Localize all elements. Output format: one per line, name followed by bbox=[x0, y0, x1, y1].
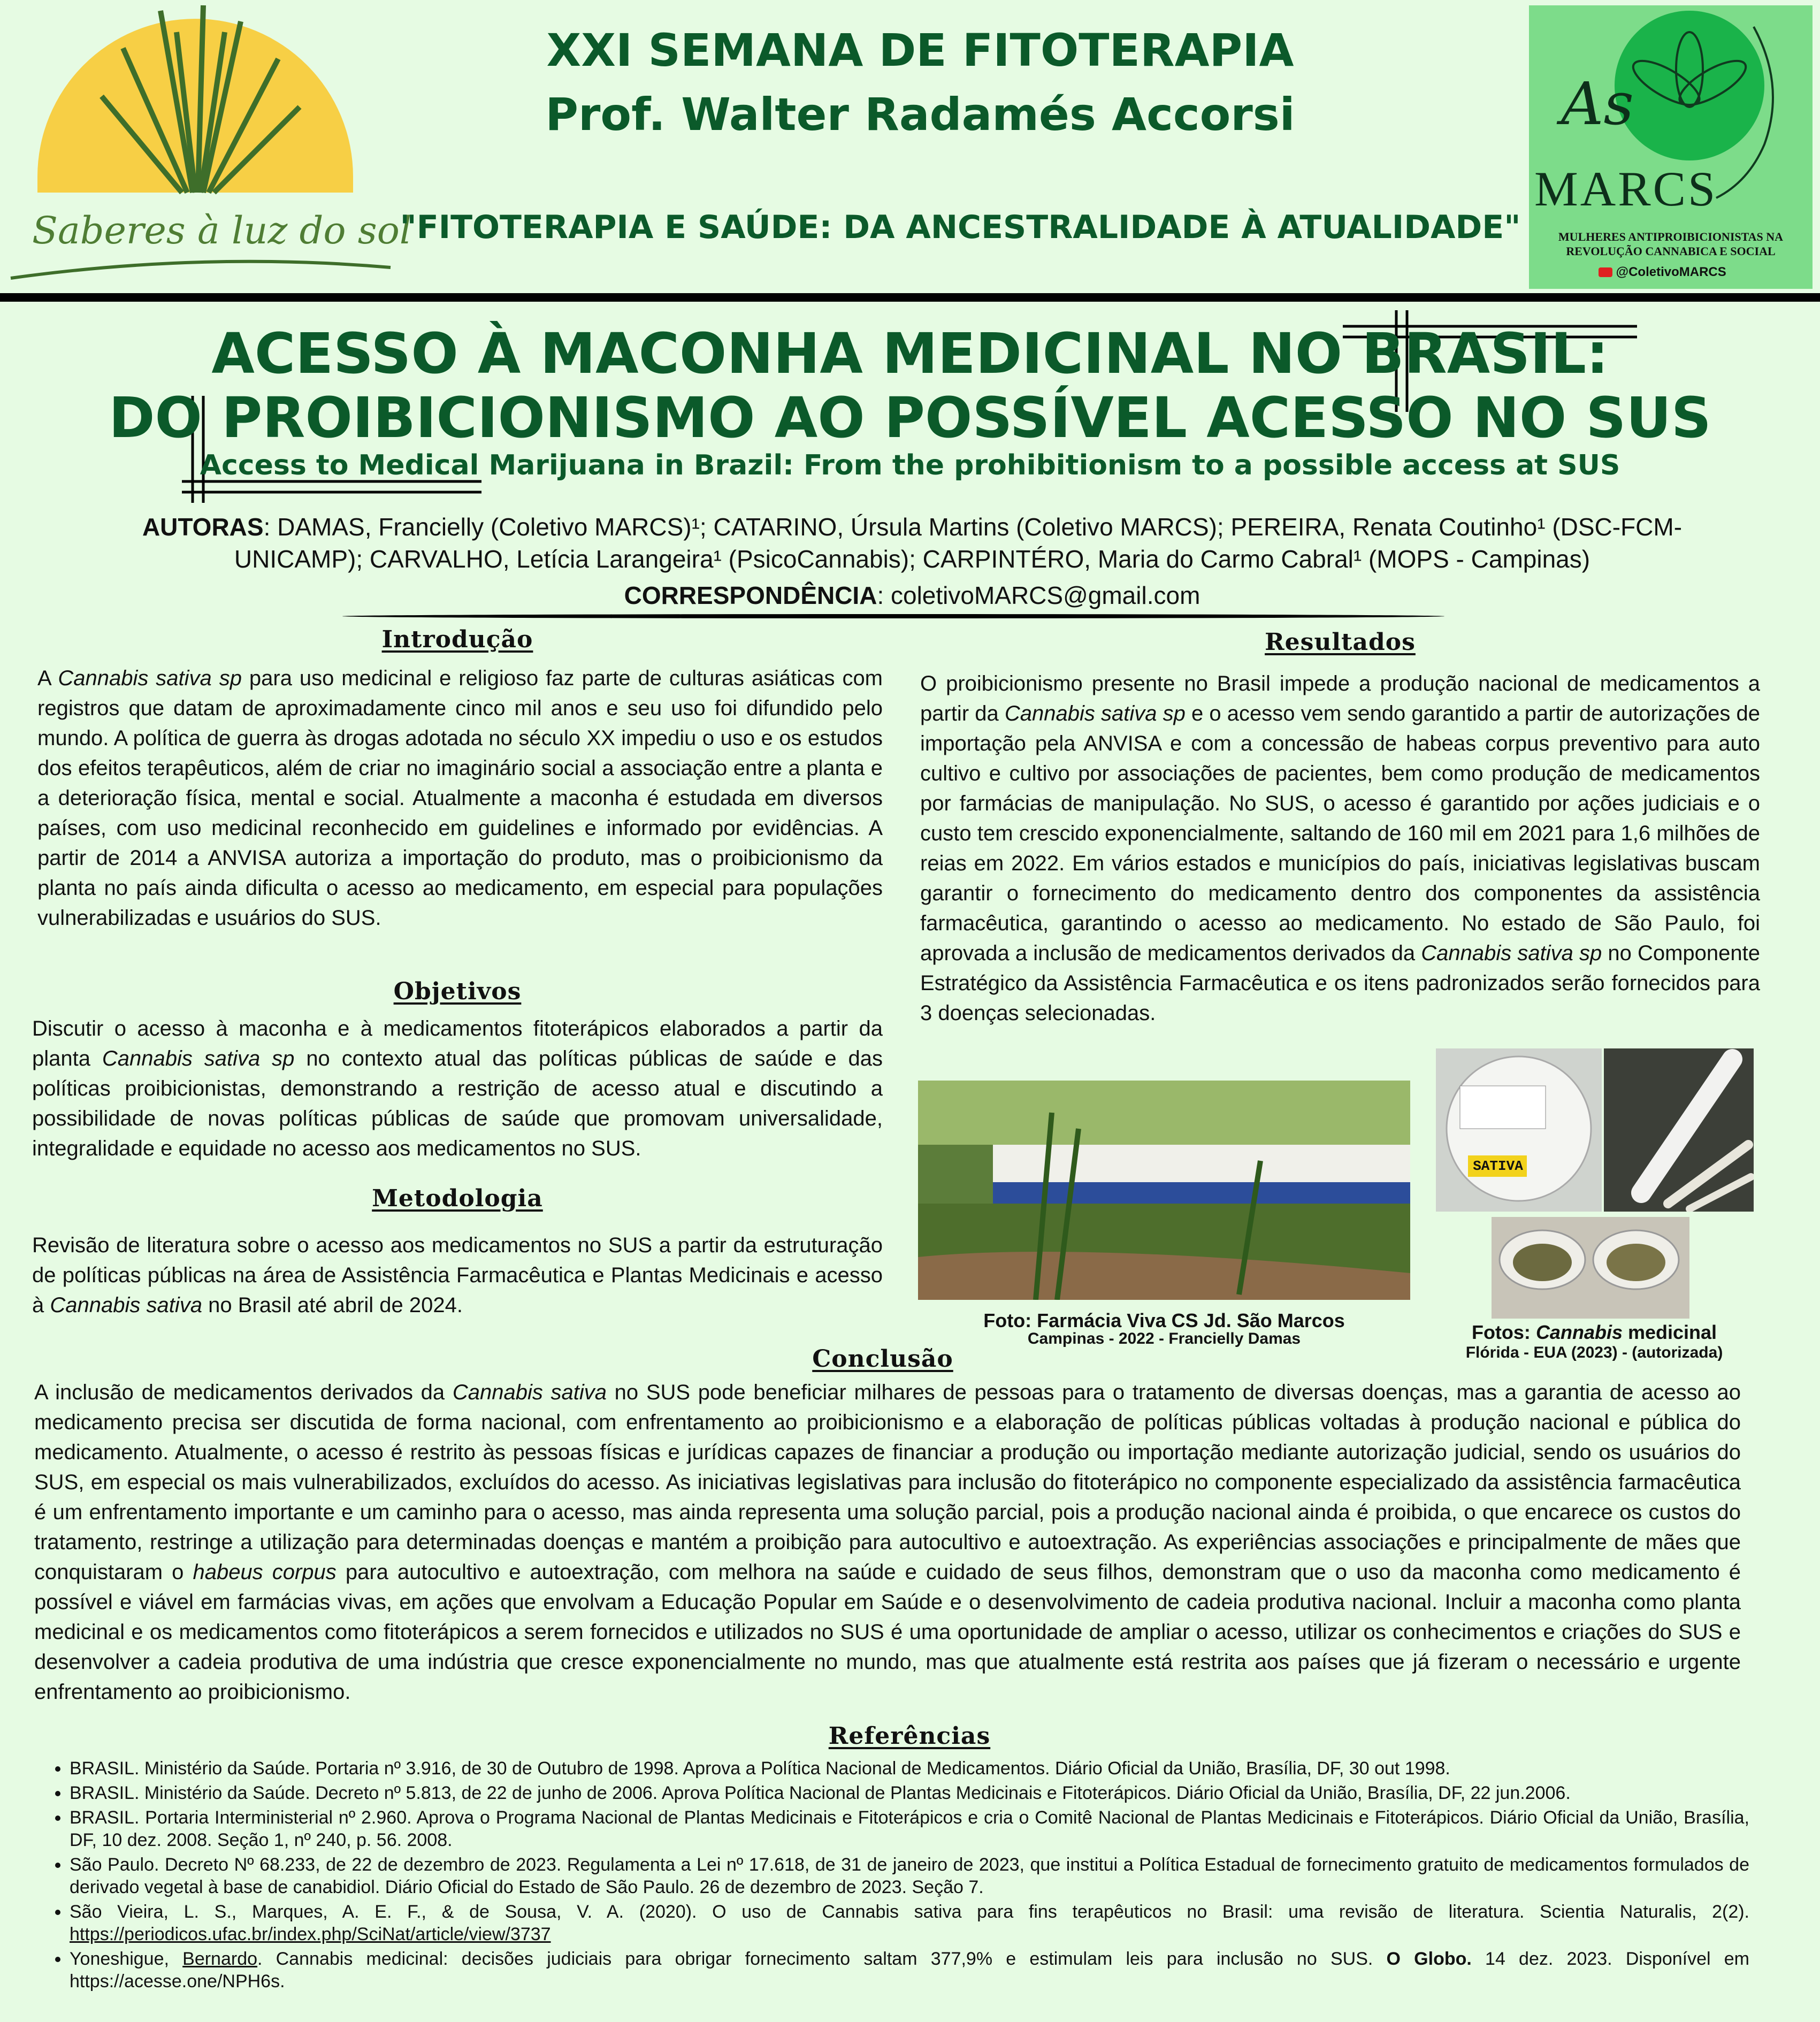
farmacia-viva-photo bbox=[918, 1081, 1410, 1300]
metodologia-p2: no Brasil até abril de 2024. bbox=[202, 1293, 463, 1317]
marcs-name: MARCS bbox=[1534, 162, 1718, 216]
poster-title-1: ACESSO À MACONHA MEDICINAL NO BRASIL: bbox=[211, 321, 1609, 386]
authors-line-2: UNICAMP); CARVALHO, Letícia Larangeira¹ (PsicoCannabis); CARPINTÉRO, Maria do Carmo Cabral¹ (MOPS - Campinas) bbox=[234, 545, 1590, 573]
photo2-caption-1 bbox=[1423, 1321, 1765, 1344]
reference-5-link[interactable]: https://periodicos.ufac.br/index.php/SciNat/article/view/3737 bbox=[70, 1924, 551, 1944]
poster-title-2: DO PROIBICIONISMO AO POSSÍVEL ACESSO NO SUS bbox=[109, 385, 1711, 450]
photo2-caption-1b: Cannabis bbox=[1535, 1321, 1623, 1343]
metodologia-heading: Metodologia bbox=[372, 1185, 543, 1212]
reference-item bbox=[70, 1948, 1749, 1993]
header-divider bbox=[0, 293, 1820, 302]
metodologia-text bbox=[32, 1230, 883, 1320]
photo2-caption-1a: Fotos: bbox=[1471, 1321, 1536, 1343]
conclusao-text bbox=[34, 1377, 1741, 1707]
conclusao-p2: no SUS pode beneficiar milhares de pessoas para o tratamento de diversas doenças, mas a garantia de acesso ao medicamento precisa ser discutida de forma nacional, com enfrentamento ao proibicionismo e a elaboração de políticas públicas voltadas à produção nacional e pública do medicamento. Atualmente, o acesso é restrito às pessoas físicas e jurídicas capazes de financiar a produção ou importação mediante autorização judicial, sendo os usuários do SUS, em especial os mais vulnerabilizados, excluídos do acesso. As iniciativas legislativas para inclusão do fitoterápico no componente especializado da assistência farmacêutica é um enfrentamento importante e um caminho para o acesso, mas ainda representa uma solução parcial, pois a produção nacional ainda é proibida, o que encarece os custos do tratamento, restringe a utilização para determinadas doenças e mantém a proibição para autocultivo e autoextração. As experiências associações e principalmente de mães que conquistaram o bbox=[34, 1381, 1741, 1584]
reference-6-c: 14 dez. 2023. Disponível em https://acesse.one/NPH6s. bbox=[70, 1949, 1749, 1992]
references-block bbox=[43, 1757, 1749, 1995]
references-list bbox=[43, 1757, 1749, 1993]
left-logo-text: Saberes à luz do sol bbox=[32, 209, 412, 252]
marcs-tagline-1: MULHERES ANTIPROIBICIONISTAS NA bbox=[1558, 230, 1784, 243]
event-theme: "FITOTERAPIA E SAÚDE: DA ANCESTRALIDADE À ATUALIDADE" bbox=[400, 209, 1521, 246]
introducao-heading: Introdução bbox=[381, 626, 533, 653]
conclusao-p3: para autocultivo e autoextração, com melhora na saúde e cuidado de seus filhos, demonstram que o uso da maconha como medicamento é possível e viável em farmácias vivas, em ações que envolvam a Educação Popular em Saúde e o desenvolvimento de cadeia produtiva nacional. Incluir a maconha como planta medicinal e os medicamentos como fitoterápicos a serem fornecidos e utilizados no SUS é uma oportunidade de ampliar o acesso, utilizar os conhecimentos e criações do SUS e desenvolver a cadeia produtiva de uma indústria que cresce exponencialmente no mundo, mas que atualmente está restrita aos países que já fizeram o necessário e urgente enfrentamento ao proibicionismo. bbox=[34, 1560, 1741, 1704]
reference-6-author: Bernardo bbox=[182, 1949, 258, 1969]
photo1-caption-2: Campinas - 2022 - Francielly Damas bbox=[1027, 1330, 1301, 1347]
metodologia-p1: Revisão de literatura sobre o acesso aos medicamentos no SUS a partir da estruturação de políticas públicas na área de Assistência Farmacêutica e Plantas Medicinais e acesso à bbox=[32, 1234, 883, 1317]
objetivos-heading: Objetivos bbox=[393, 978, 522, 1005]
correspondence bbox=[59, 579, 1765, 611]
objetivos-p2: no contexto atual das políticas públicas de saúde e das políticas proibicionistas, demonstrando a restrição de acesso atual e discutindo a possibilidade de novas políticas públicas de saúde que promovam universalidade, integralidade e equidade no acesso aos medicamentos no SUS. bbox=[32, 1047, 883, 1160]
event-title: XXI SEMANA DE FITOTERAPIA bbox=[546, 24, 1294, 76]
photo1-caption-1: Foto: Farmácia Viva CS Jd. São Marcos bbox=[983, 1309, 1345, 1331]
marcs-logo bbox=[1529, 5, 1813, 289]
buds-photo bbox=[1492, 1217, 1689, 1319]
introducao-p2: para uso medicinal e religioso faz parte de culturas asiáticas com registros que datam de aproximadamente cinco mil anos e seu uso foi difundido pelo mundo. A política de guerra às drogas adotada no século XX impediu o uso e os estudos dos efeitos terapêuticos, além de criar no imaginário social a associação entre a planta e a deterioração física, mental e social. Atualmente a maconha é estudada em diversos países, com uso medicinal reconhecido em guidelines e informado por evidências. A partir de 2014 a ANVISA autoriza a importação do produto, mas o proibicionismo da planta no país ainda dificulta o acesso ao medicamento, em especial para populações vulnerabilizadas e usuários do SUS. bbox=[37, 667, 883, 930]
reference-5-text: São Vieira, L. S., Marques, A. E. F., & de Sousa, V. A. (2020). O uso de Cannabis sativa para fins terapêuticos no Brasil: uma revisão de literatura. Scientia Naturalis, 2(2). bbox=[70, 1902, 1749, 1922]
resultados-p1: O proibicionismo presente no Brasil impede a produção nacional de medicamentos a partir da bbox=[920, 672, 1760, 725]
resultados-text bbox=[920, 669, 1760, 1028]
conclusao-i1: Cannabis sativa bbox=[452, 1381, 607, 1404]
referencias-heading: Referências bbox=[828, 1722, 991, 1750]
marcs-handle bbox=[1599, 265, 1726, 280]
youtube-icon bbox=[1599, 267, 1612, 277]
photo2-caption-1c: medicinal bbox=[1622, 1321, 1717, 1343]
reference-item: • São Paulo. Decreto Nº 68.233, de 22 de dezembro de 2023. Regulamenta a Lei nº 17.618, de 31 de janeiro de 2023, que institui a Política Estadual de fornecimento gratuito de medicamentos formulados de derivado vegetal à base de canabidiol. Diário Oficial do Estado de São Paulo. 26 de dezembro de 2023. Seção 7. bbox=[70, 1854, 1749, 1898]
conclusao-i2: habeus corpus bbox=[193, 1560, 337, 1584]
resultados-p2: e o acesso vem sendo garantido a partir de autorizações de importação pela ANVISA e com a concessão de habeas corpus preventivo para auto cultivo e cultivo por associações de pacientes, bem como produção de medicamentos por farmácias de manipulação. No SUS, o acesso é garantido por ações judiciais e o custo tem crescido exponencialmente, saltando de 160 mil em 2021 para 1,6 milhões de reias em 2022. Em vários estados e municípios do país, iniciativas legislativas buscam garantir o fornecimento do medicamento dentro dos componentes da assistência farmacêutica, garantindo o acesso ao medicamento. No estado de São Paulo, foi aprovada a inclusão de medicamentos derivados da bbox=[920, 702, 1761, 965]
introducao-i1: Cannabis sativa sp bbox=[58, 667, 242, 690]
resultados-i1: Cannabis sativa sp bbox=[1004, 702, 1186, 725]
jar-photo bbox=[1436, 1048, 1602, 1212]
reference-item: • BRASIL. Ministério da Saúde. Portaria nº 3.916, de 30 de Outubro de 1998. Aprova a Política Nacional de Medicamentos. Diário Oficial da União, Brasília, DF, 30 out 1998. bbox=[70, 1757, 1749, 1780]
buds-photo-icon bbox=[1492, 1217, 1689, 1319]
authors-label: AUTORAS bbox=[142, 513, 264, 541]
reference-6-b: . Cannabis medicinal: decisões judiciais para obrigar fornecimento saltam 377,9% e estimulam leis para inclusão no SUS. bbox=[257, 1949, 1387, 1969]
objetivos-i1: Cannabis sativa sp bbox=[102, 1047, 295, 1070]
poster-subtitle: Access to Medical Marijuana in Brazil: From the prohibitionism to a possible access at SUS bbox=[200, 449, 1620, 481]
objetivos-p1: Discutir o acesso à maconha e à medicamentos fitoterápicos elaborados a partir da planta bbox=[32, 1017, 883, 1070]
resultados-heading: Resultados bbox=[1265, 629, 1416, 656]
jar-label: SATIVA bbox=[1473, 1158, 1523, 1174]
reference-6-source: O Globo. bbox=[1386, 1949, 1472, 1969]
marcs-handle-text: @ColetivoMARCS bbox=[1616, 265, 1726, 279]
resultados-i2: Cannabis sativa sp bbox=[1421, 941, 1602, 965]
authors-divider bbox=[342, 614, 1444, 618]
garden-photo-icon bbox=[918, 1081, 1410, 1300]
objetivos-text bbox=[32, 1014, 883, 1163]
reference-6-a: Yoneshigue, bbox=[70, 1949, 183, 1969]
metodologia-i1: Cannabis sativa bbox=[50, 1293, 202, 1317]
introducao-text bbox=[37, 663, 883, 933]
joints-photo bbox=[1604, 1048, 1754, 1212]
conclusao-heading: Conclusão bbox=[812, 1345, 953, 1373]
correspondence-email: : coletivoMARCS@gmail.com bbox=[877, 581, 1200, 609]
event-honoree: Prof. Walter Radamés Accorsi bbox=[545, 88, 1295, 141]
correspondence-label: CORRESPONDÊNCIA bbox=[624, 581, 877, 609]
authors-text-1: : DAMAS, Francielly (Coletivo MARCS)¹; CATARINO, Úrsula Martins (Coletivo MARCS); PEREIRA, Renata Coutinho¹ (DSC-FCM- bbox=[263, 513, 1683, 541]
marcs-tagline-2: REVOLUÇÃO CANNABICA E SOCIAL bbox=[1566, 244, 1776, 258]
reference-item bbox=[70, 1901, 1749, 1946]
introducao-p1: A bbox=[37, 667, 58, 690]
joints-photo-icon bbox=[1604, 1048, 1754, 1212]
authors-block bbox=[59, 511, 1765, 611]
conclusao-p1: A inclusão de medicamentos derivados da bbox=[34, 1381, 453, 1404]
authors-line-1 bbox=[59, 511, 1765, 543]
jar-photo-icon bbox=[1436, 1048, 1602, 1212]
marcs-monogram: As bbox=[1561, 70, 1634, 138]
left-logo bbox=[0, 0, 412, 289]
resultados-p3: no Componente Estratégico da Assistência Farmacêutica e os itens padronizados serão fornecidos para 3 doenças selecionadas. bbox=[920, 941, 1761, 1025]
reference-item: • BRASIL. Ministério da Saúde. Decreto nº 5.813, de 22 de junho de 2006. Aprova Política Nacional de Plantas Medicinais e Fitoterápicos. Diário Oficial da União, Brasília, DF, 22 jun.2006. bbox=[70, 1782, 1749, 1804]
photo2-caption-2: Flórida - EUA (2023) - (autorizada) bbox=[1465, 1344, 1723, 1361]
reference-item: • BRASIL. Portaria Interministerial nº 2.960. Aprova o Programa Nacional de Plantas Medicinais e Fitoterápicos e cria o Comitê Nacional de Plantas Medicinais e Fitoterápicos. Diário Oficial da União, Brasília, DF, 10 dez. 2008. Seção 1, nº 240, p. 56. 2008. bbox=[70, 1806, 1749, 1851]
